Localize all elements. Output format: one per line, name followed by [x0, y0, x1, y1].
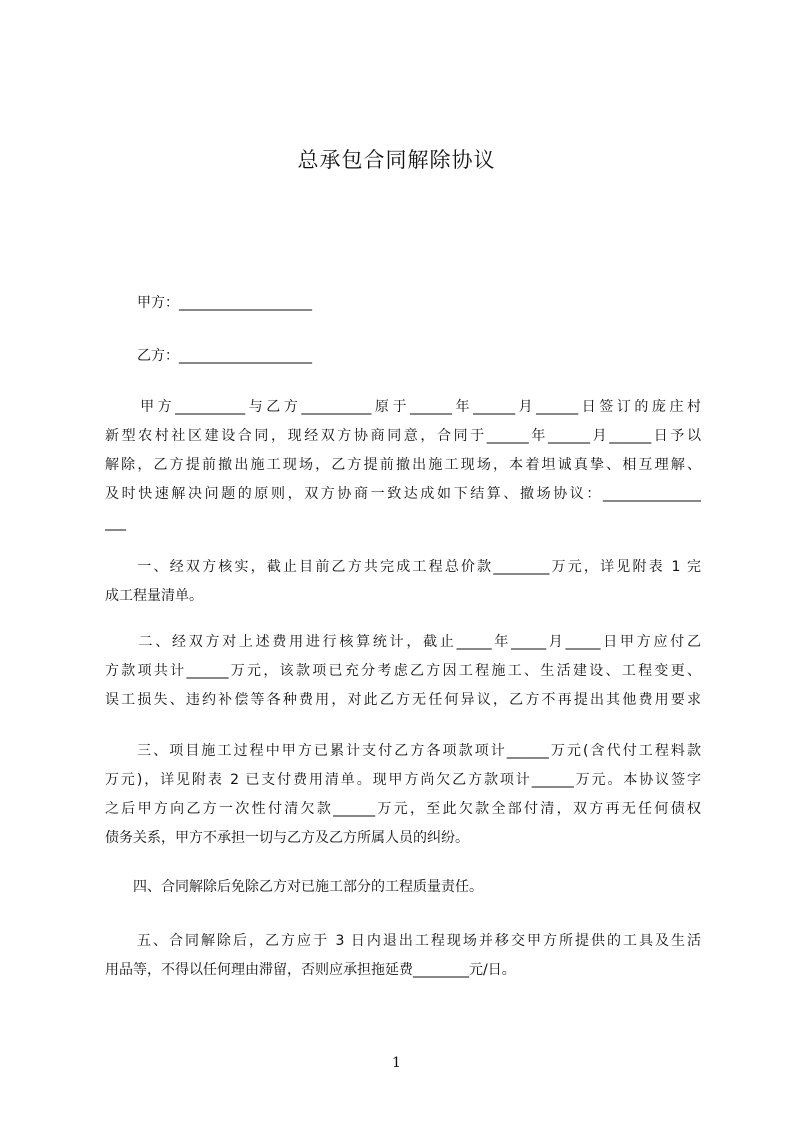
- clause-3-line: 三、项目施工过程中甲方已累计支付乙方各项款项计______万元(含代付工程料款: [105, 743, 701, 759]
- clause-3-line: 万元)，详见附表 2 已支付费用清单。现甲方尚欠乙方款项计______万元。本协议签字: [105, 772, 701, 788]
- clause-5-line: 五、合同解除后，乙方应于 3 日内退出工程现场并移交甲方所提供的工具及生活: [105, 933, 701, 949]
- clause-2-line: 方款项共计______万元，该款项已充分考虑乙方因工程施工、生活建设、工程变更、: [105, 663, 701, 679]
- intro-line: 及时快速解决问题的原则，双方协商一致达成如下结算、撤场协议：______________: [105, 486, 701, 502]
- intro-line: 新型农村社区建设合同，现经双方协商同意，合同于______年______月______日予以: [105, 428, 701, 444]
- page-number: 1: [392, 1055, 401, 1071]
- clause-1-line: 成工程量清单。: [105, 588, 203, 604]
- clause-2: [105, 628, 701, 715]
- intro-line: 甲方__________与乙方__________原于______年______月______日签订的庞庄村: [105, 399, 701, 415]
- clause-4-line: 四、合同解除后免除乙方对已施工部分的工程质量责任。: [105, 879, 483, 895]
- clause-4: [105, 873, 701, 902]
- clause-2-line: 误工损失、违约补偿等各种费用，对此乙方无任何异议，乙方不再提出其他费用要求: [105, 692, 701, 708]
- party-b-line: 乙方：___________________: [137, 348, 312, 364]
- clause-5: [105, 927, 701, 985]
- document-title: 总承包合同解除协议: [297, 148, 496, 172]
- clause-3-line: 债务关系，甲方不承担一切与乙方及乙方所属人员的纠纷。: [105, 830, 469, 846]
- party-a-line: 甲方：___________________: [137, 295, 312, 311]
- intro-line: 解除，乙方提前撤出施工现场，乙方提前撤出施工现场，本着坦诚真挚、相互理解、: [105, 457, 701, 473]
- clause-3-line: 之后甲方向乙方一次性付清欠款______万元，至此欠款全部付清，双方再无任何债权: [105, 801, 701, 817]
- clause-1: [105, 553, 701, 611]
- clause-5-line: 用品等，不得以任何理由滞留，否则应承担拖延费________元/日。: [105, 962, 516, 978]
- clause-3: [105, 737, 701, 853]
- intro-line: ___: [105, 515, 126, 531]
- clause-2-line: 二、经双方对上述费用进行核算统计，截止_____年_____月_____日甲方应付乙: [105, 634, 701, 650]
- intro-paragraph: [105, 393, 701, 538]
- clause-1-line: 一、经双方核实，截止目前乙方共完成工程总价款________万元，详见附表 1 完: [105, 559, 701, 575]
